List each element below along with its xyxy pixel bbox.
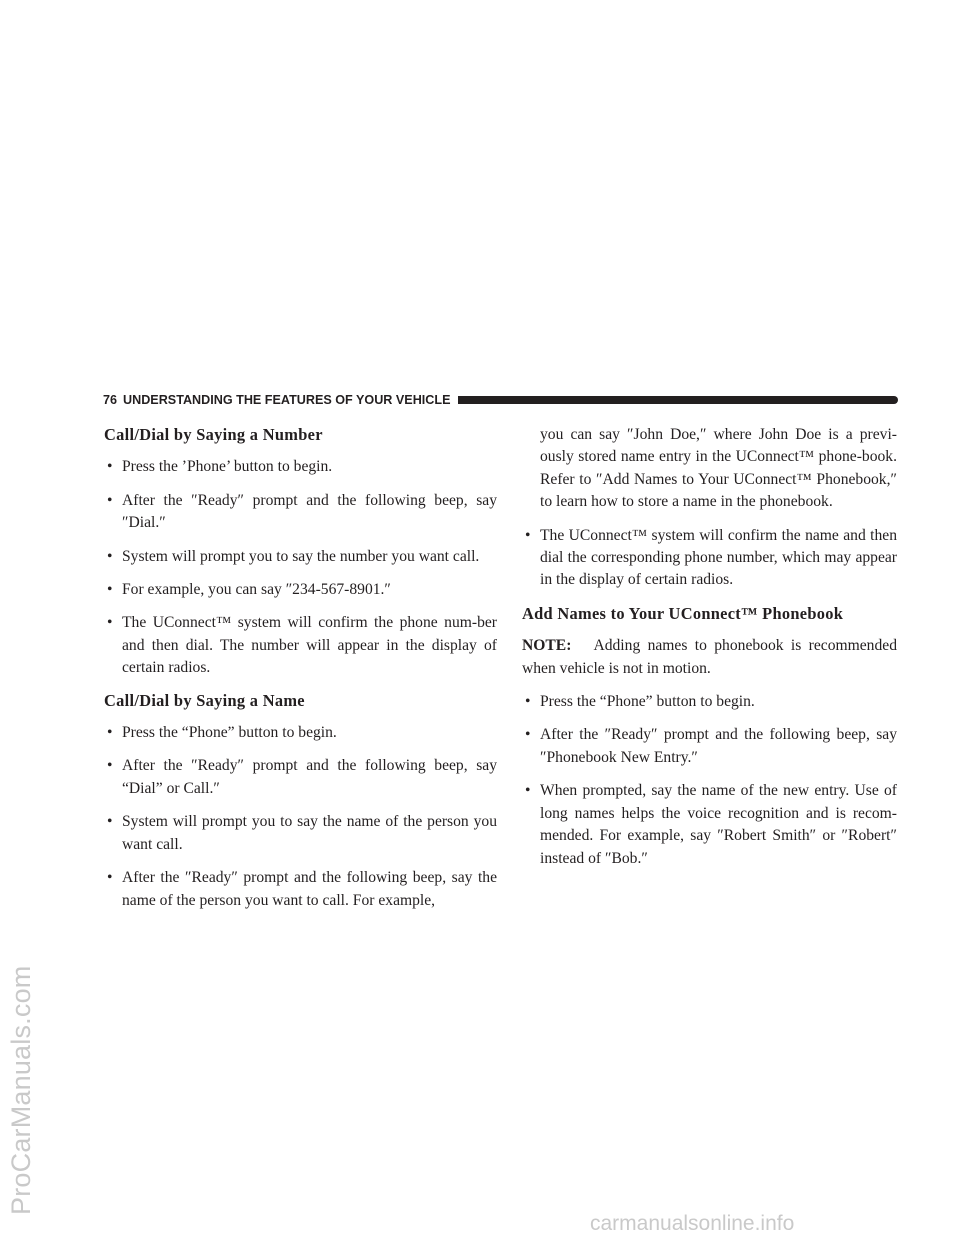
page-header: [103, 391, 898, 409]
note-paragraph: [522, 635, 897, 680]
list-item: • Press the “Phone” button to begin.: [522, 691, 897, 713]
bullet-list-call-by-number: [104, 456, 497, 679]
bullet-list-confirm: [522, 525, 897, 592]
list-item: • After the ″Ready″ prompt and the following beep, say the name of the person you want to call. For example,: [104, 867, 497, 912]
header-rule: [458, 396, 898, 404]
continued-paragraph: you can say ″John Doe,″ where John Doe is a previ-ously stored name entry in the UConnect™ phone-book. Refer to ″Add Names to Your UConnect™ Phonebook,″ to learn how to store a name in the phonebook.: [540, 426, 897, 511]
note-text: Adding names to phonebook is recommended when vehicle is not in motion.: [522, 637, 897, 677]
list-item: • Press the “Phone” button to begin.: [104, 722, 497, 744]
section-heading-add-names: Add Names to Your UConnect™ Phonebook: [522, 603, 844, 623]
list-item: • When prompted, say the name of the new entry. Use of long names helps the voice recognition and is recom-mended. For example, say ″Robert Smith″ or ″Robert″ instead of ″Bob.″: [522, 780, 897, 870]
note-label: NOTE:: [522, 637, 572, 655]
list-item: • Press the ’Phone’ button to begin.: [104, 456, 497, 478]
chapter-title: UNDERSTANDING THE FEATURES OF YOUR VEHICLE: [123, 393, 451, 407]
list-item: • System will prompt you to say the name of the person you want call.: [104, 811, 497, 856]
list-item: • System will prompt you to say the number you want call.: [104, 546, 497, 568]
list-item: • The UConnect™ system will confirm the name and then dial the corresponding phone number, which may appear in the display of certain radios.: [522, 525, 897, 592]
list-item: • After the ″Ready″ prompt and the following beep, say “Dial” or Call.″: [104, 755, 497, 800]
page-number: 76: [103, 393, 118, 407]
section-heading-call-by-number: Call/Dial by Saying a Number: [104, 425, 323, 444]
side-watermark: ProCarManuals.com: [6, 965, 36, 1215]
list-item: • For example, you can say ″234-567-8901.″: [104, 579, 497, 601]
bullet-list-add-names: [522, 691, 897, 870]
list-item: • After the ″Ready″ prompt and the following beep, say ″Dial.″: [104, 490, 497, 535]
section-heading-call-by-name: Call/Dial by Saying a Name: [104, 690, 305, 710]
list-item: • After the ″Ready″ prompt and the following beep, say ″Phonebook New Entry.″: [522, 724, 897, 769]
left-column: [104, 424, 497, 923]
bottom-watermark: carmanualsonline.info: [590, 1212, 795, 1235]
bullet-list-call-by-name: [104, 722, 497, 912]
right-column: [522, 424, 897, 881]
list-item: • The UConnect™ system will confirm the phone num-ber and then dial. The number will appear in the display of certain radios.: [104, 612, 497, 679]
